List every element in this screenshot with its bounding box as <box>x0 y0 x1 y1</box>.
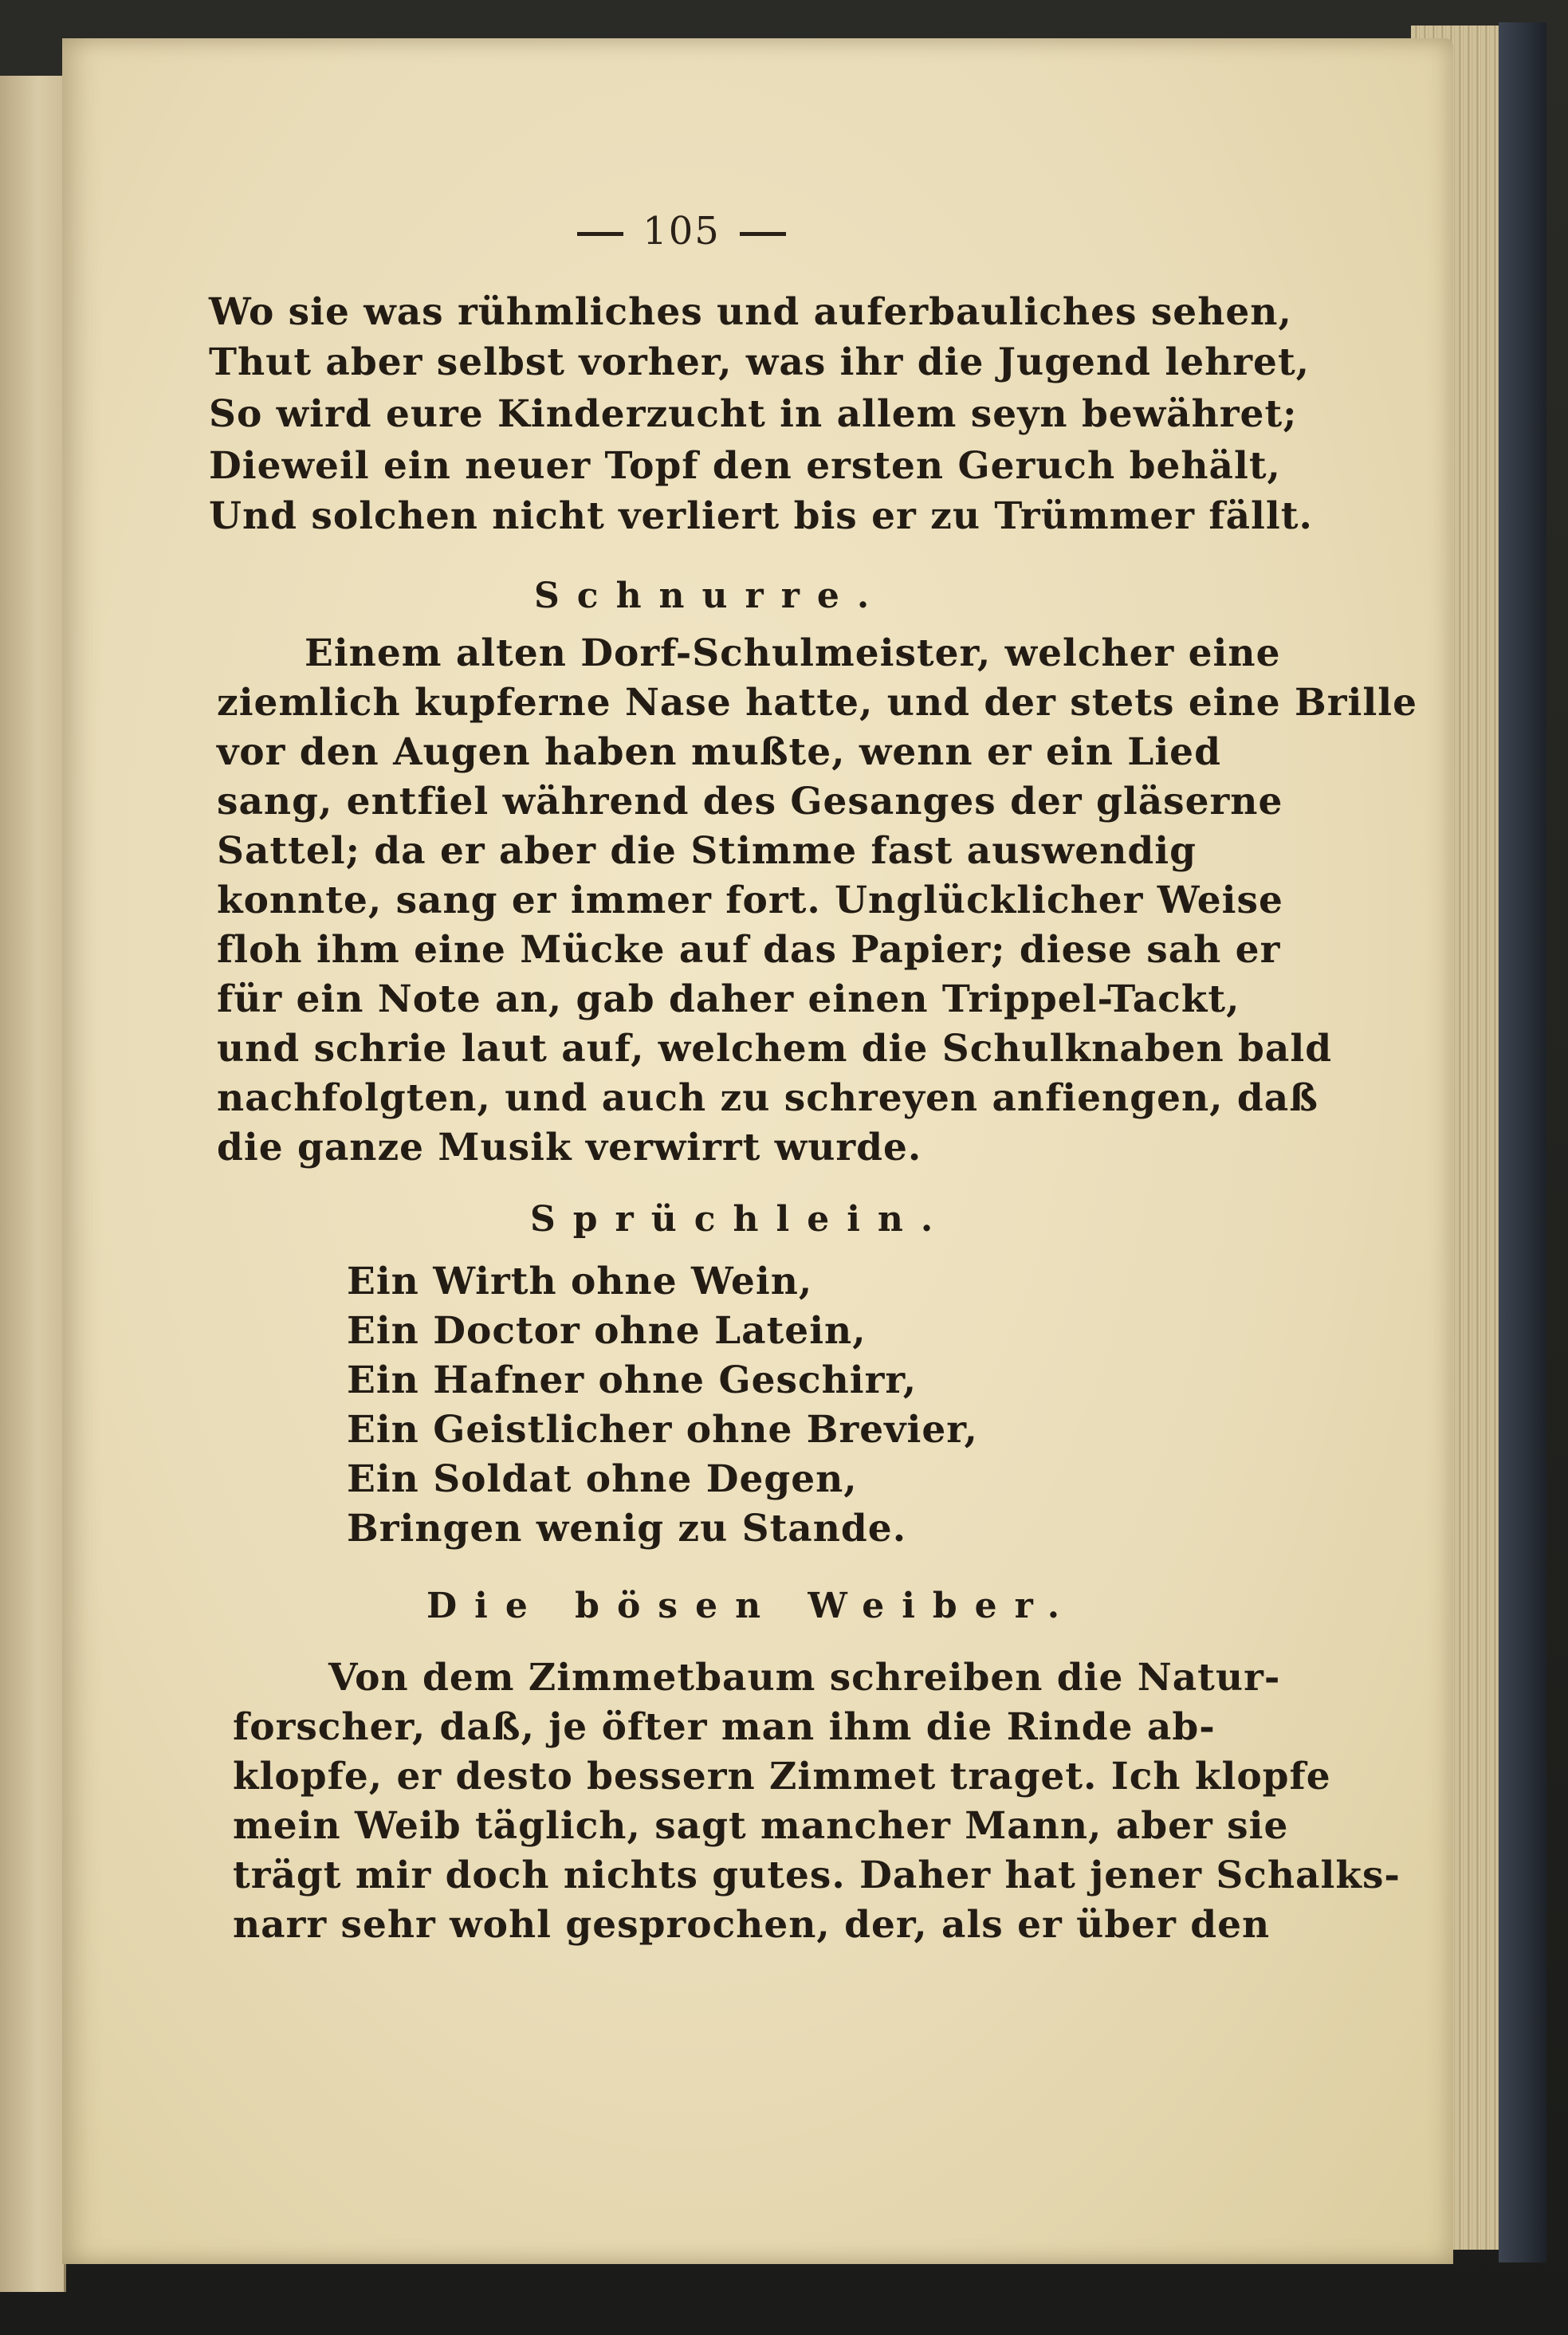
paragraph-line: und schrie laut auf, welchem die Schulknaben bald <box>217 1027 1333 1071</box>
verse-line: Dieweil ein neuer Topf den ersten Geruch behält, <box>209 444 1281 488</box>
paragraph-line: floh ihm eine Mücke auf das Papier; diese sah er <box>217 928 1281 972</box>
dash-right <box>740 232 786 236</box>
paragraph-line: für ein Note an, gab daher einen Trippel-Tackt, <box>217 977 1240 1021</box>
paragraph-line: trägt mir doch nichts gutes. Daher hat jener Schalks- <box>233 1853 1401 1897</box>
paragraph-line: Einem alten Dorf-Schulmeister, welcher eine <box>305 631 1281 675</box>
paragraph-line: nachfolgten, und auch zu schreyen anfiengen, daß <box>217 1076 1318 1120</box>
section-heading-schnurre: Schnurre. <box>534 576 887 616</box>
paragraph-line: vor den Augen haben mußte, wenn er ein Lied <box>217 730 1221 774</box>
verse-line: Wo sie was rühmliches und auferbauliches sehen, <box>209 290 1292 334</box>
verse-line: Ein Hafner ohne Geschirr, <box>347 1358 918 1402</box>
paragraph-line: die ganze Musik verwirrt wurde. <box>217 1126 922 1169</box>
verse-line: Ein Soldat ohne Degen, <box>347 1457 858 1501</box>
verse-line: Thut aber selbst vorher, was ihr die Jugend lehret, <box>209 340 1311 384</box>
paragraph-line: klopfe, er desto bessern Zimmet traget. Ich klopfe <box>233 1755 1331 1798</box>
verse-line: So wird eure Kinderzucht in allem seyn bewähret; <box>209 392 1298 436</box>
paragraph-line: Sattel; da er aber die Stimme fast auswendig <box>217 829 1197 873</box>
page-number-text: 105 <box>643 209 721 254</box>
verse-line: Ein Wirth ohne Wein, <box>347 1260 813 1303</box>
paragraph-line: ziemlich kupferne Nase hatte, und der stets eine Brille <box>217 681 1417 725</box>
verse-line: Ein Doctor ohne Latein, <box>347 1309 867 1353</box>
paragraph-line: konnte, sang er immer fort. Unglücklicher Weise <box>217 879 1283 922</box>
page-number <box>550 209 813 254</box>
paragraph-line: forscher, daß, je öfter man ihm die Rinde ab- <box>233 1705 1216 1749</box>
book-cover <box>1499 22 1546 2262</box>
section-heading-spruechlein: Sprüchlein. <box>530 1199 951 1240</box>
verse-line: Bringen wenig zu Stande. <box>347 1507 907 1551</box>
paragraph-line: narr sehr wohl gesprochen, der, als er über den <box>233 1903 1271 1947</box>
verse-line: Ein Geistlicher ohne Brevier, <box>347 1408 978 1452</box>
verse-line: Und solchen nicht verliert bis er zu Trümmer fällt. <box>209 494 1313 538</box>
left-page-edge <box>0 76 66 2292</box>
dash-left <box>577 232 623 236</box>
paragraph-line: Von dem Zimmetbaum schreiben die Natur- <box>328 1656 1281 1700</box>
paragraph-line: mein Weib täglich, sagt mancher Mann, aber sie <box>233 1804 1289 1848</box>
paragraph-line: sang, entfiel während des Gesanges der gläserne <box>217 780 1283 824</box>
section-heading-boese-weiber: Die bösen Weiber. <box>426 1586 1078 1626</box>
